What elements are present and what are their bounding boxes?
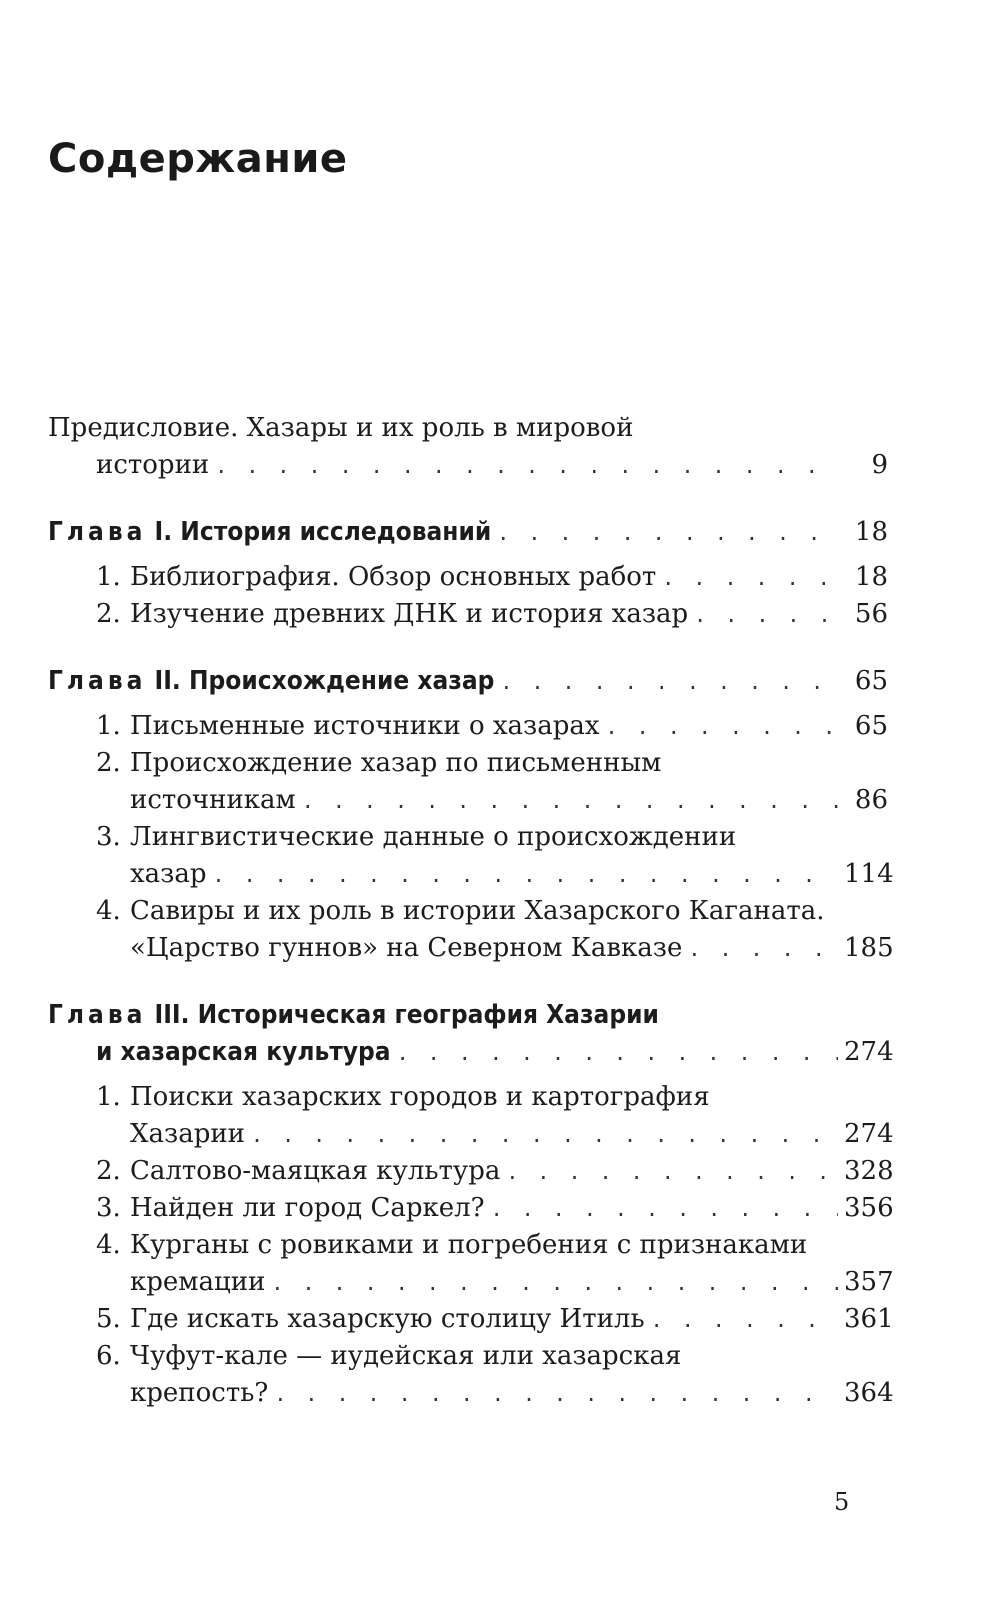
toc-item[interactable]: 4. Савиры и их роль в истории Хазарского Каганата. — [96, 896, 825, 926]
leader-dots — [271, 1265, 838, 1302]
page-ref: 65 — [854, 666, 888, 696]
toc-item[interactable]: 2. Происхождение хазар по письменным — [96, 748, 662, 778]
leader-dots — [688, 931, 838, 968]
leader-dots — [274, 1376, 838, 1413]
toc-item[interactable]: 3. Лингвистические данные о происхождении — [96, 822, 737, 852]
toc-item-cont[interactable]: Хазарии . . . 274 — [48, 1116, 888, 1153]
page-ref: 114 — [844, 859, 894, 889]
toc-preface: Предисловие. Хазары и их роль в мировой — [48, 413, 634, 443]
leader-dots — [213, 857, 839, 894]
leader-dots — [302, 783, 838, 820]
page-ref: 18 — [854, 562, 888, 592]
page-ref: 274 — [844, 1119, 894, 1149]
leader-dots — [694, 597, 838, 634]
leader-dots — [506, 1154, 838, 1191]
table-of-contents — [48, 410, 894, 1412]
page-number: 5 — [834, 1488, 850, 1516]
page-ref: 65 — [854, 711, 888, 741]
leader-dots — [497, 515, 838, 552]
toc-item[interactable]: 2. Изучение древних ДНК и история хазар . . . 56 — [48, 596, 888, 633]
page-ref: 56 — [854, 599, 888, 629]
toc-chapter-3[interactable]: Глава III. Историческая география Хазарии — [48, 1000, 659, 1030]
leader-dots — [651, 1302, 838, 1339]
toc-item[interactable]: 1. Поиски хазарских городов и картография — [96, 1082, 710, 1112]
toc-item-cont[interactable]: «Царство гуннов» на Северном Кавказе . . . 185 — [48, 930, 888, 967]
leader-dots — [251, 1117, 838, 1154]
toc-item-cont[interactable]: кремации . . . 357 — [48, 1264, 888, 1301]
page-ref: 185 — [844, 933, 894, 963]
page-ref: 86 — [854, 785, 888, 815]
page-ref: 361 — [844, 1304, 894, 1334]
toc-item[interactable]: 5. Где искать хазарскую столицу Итиль . . . 361 — [48, 1301, 888, 1338]
toc-item[interactable]: 6. Чуфут-кале — иудейская или хазарская — [96, 1341, 682, 1371]
toc-item-cont[interactable]: источникам . . . 86 — [48, 782, 888, 819]
toc-item[interactable]: 3. Найден ли город Саркел? . . . 356 — [48, 1190, 888, 1227]
page-ref: 18 — [854, 517, 888, 547]
leader-dots — [500, 664, 838, 701]
toc-chapter-1[interactable]: Глава I. История исследований . . . 18 — [48, 514, 888, 551]
leader-dots — [491, 1191, 838, 1228]
toc-preface-cont[interactable]: истории . . . 9 — [48, 447, 888, 484]
leader-dots — [662, 560, 838, 597]
leader-dots — [606, 709, 838, 746]
page-ref: 364 — [844, 1378, 894, 1408]
page-ref: 356 — [844, 1193, 894, 1223]
page-title: Содержание — [48, 136, 348, 182]
toc-item[interactable]: 1. Письменные источники о хазарах . . . 65 — [48, 708, 888, 745]
toc-item-cont[interactable]: крепость? . . . 364 — [48, 1375, 888, 1412]
leader-dots — [215, 448, 838, 485]
page-ref: 357 — [844, 1267, 894, 1297]
toc-chapter-2[interactable]: Глава II. Происхождение хазар . . . 65 — [48, 663, 888, 700]
page-ref: 328 — [844, 1156, 894, 1186]
page-ref: 274 — [844, 1037, 894, 1067]
toc-chapter-3-cont[interactable]: и хазарская культура . . . 274 — [48, 1034, 888, 1071]
page-ref: 9 — [871, 450, 888, 480]
leader-dots — [397, 1035, 838, 1072]
toc-item[interactable]: 4. Курганы с ровиками и погребения с признаками — [96, 1230, 808, 1260]
toc-item[interactable]: 1. Библиография. Обзор основных работ . . . 18 — [48, 559, 888, 596]
toc-item-cont[interactable]: хазар . . . 114 — [48, 856, 888, 893]
toc-item[interactable]: 2. Салтово-маяцкая культура . . . 328 — [48, 1153, 888, 1190]
